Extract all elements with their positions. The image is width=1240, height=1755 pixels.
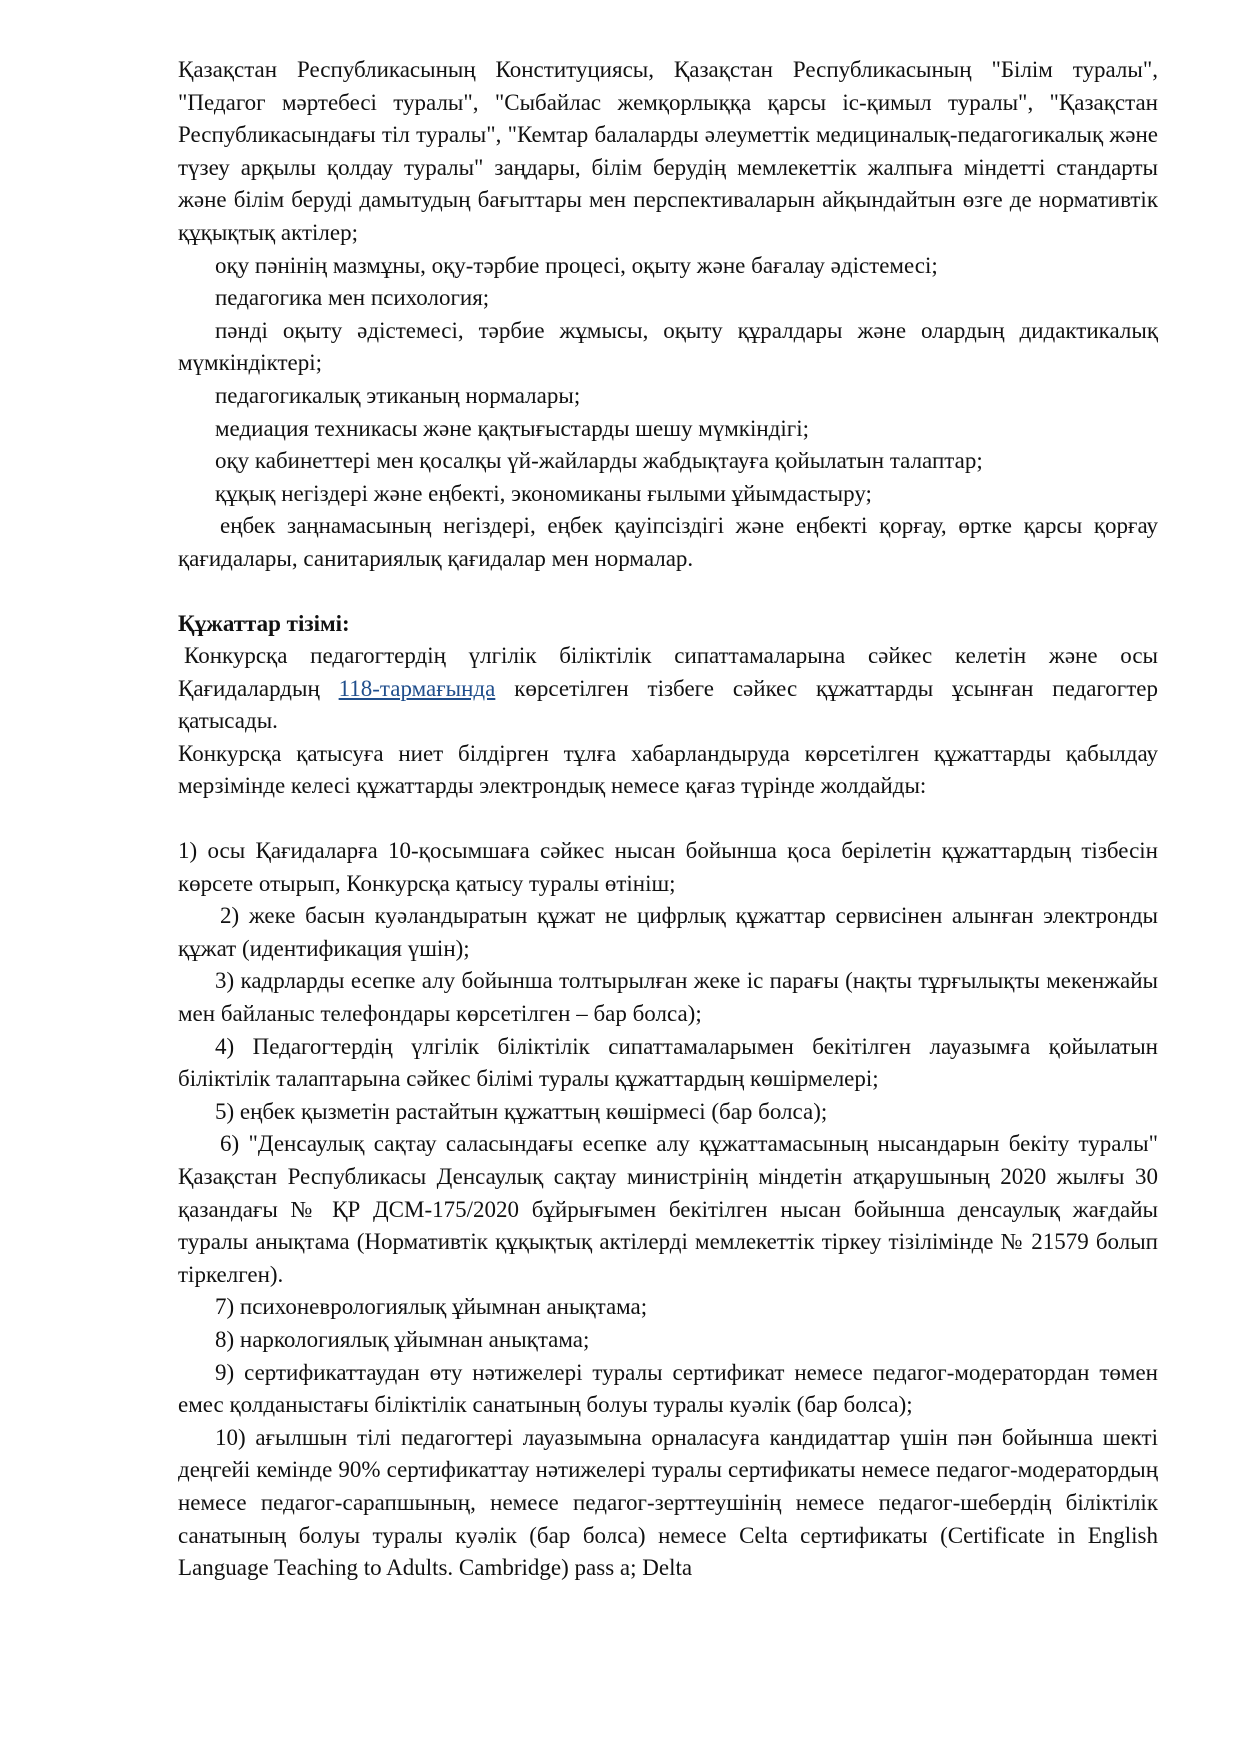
documents-intro <box>178 640 1158 738</box>
document-item-5: 5) еңбек қызметін растайтын құжаттың көшірмесі (бар болса); <box>215 1098 828 1124</box>
document-item-4: 4) Педагогтердің үлгілік біліктілік сипаттамаларымен бекітілген лауазымға қойылатын біліктілік талаптарына сәйкес білімі туралы құжаттардың көшірмелері; <box>178 1033 1158 1092</box>
paragraph-pedagogy: педагогика мен психология; <box>215 285 490 311</box>
clause-118-link[interactable]: 118-тармағында <box>338 675 496 701</box>
paragraph-law-basics: құқық негіздері және еңбекті, экономиканы ғылыми ұйымдастыру; <box>215 480 872 506</box>
paragraph-subject-content: оқу пәнінің мазмұны, оқу-тәрбие процесі, оқыту және бағалау әдістемесі; <box>215 252 938 278</box>
document-item-8: 8) наркологиялық ұйымнан анықтама; <box>215 1326 590 1352</box>
document-item-3: 3) кадрларды есепке алу бойынша толтырылған жеке іс парағы (нақты тұрғылықты мекенжайы мен байланыс телефондары көрсетілген – бар болса); <box>178 968 1158 1027</box>
paragraph-legislation: Қазақстан Республикасының Конституциясы, Қазақстан Республикасының "Білім туралы", "Педагог мәртебесі туралы", "Сыбайлас жемқорлыққа қарсы іс-қимыл туралы", "Қазақстан Республикасындағы тіл туралы", "Кемтар балаларды әлеуметтік медициналық-педагогикалық және түзеу арқылы қолдау туралы" заңдары, білім берудің мемлекеттік жалпыға міндетті стандарты және білім беруді дамытудың бағыттары мен перспективаларын айқындайтын өзге де нормативтік құқықтық актілер; <box>178 57 1158 245</box>
paragraph-mediation: медиация техникасы және қақтығыстарды шешу мүмкіндігі; <box>215 415 809 441</box>
paragraph-labor-law: еңбек заңнамасының негіздері, еңбек қауіпсіздігі және еңбекті қорғау, өртке қарсы қорғау қағидалары, санитариялық қағидалар мен нормалар. <box>178 513 1158 571</box>
document-item-2: 2) жеке басын куәландыратын құжат не цифрлық құжаттар сервисінен алынған электронды құжат (идентификация үшін); <box>178 903 1158 961</box>
spacer <box>178 576 1158 608</box>
documents-intro-2: Конкурсқа қатысуға ниет білдірген тұлға хабарландыруда көрсетілген құжаттарды қабылдау мерзімінде келесі құжаттарды электрондық немесе қағаз түрінде жолдайды: <box>178 740 1158 799</box>
intro-text-before-link: Конкурсқа педагогтердің үлгілік біліктілік сипаттамаларына сәйкес келетін және осы Қағидалардың <box>178 643 1158 701</box>
intro-text-after-link: көрсетілген тізбеге сәйкес құжаттарды ұсынған педагогтер қатысады. <box>178 675 1158 734</box>
document-item-9: 9) сертификаттаудан өту нәтижелері туралы сертификат немесе педагог-модератордан төмен емес қолданыстағы біліктілік санатының болуы туралы куәлік (бар болса); <box>178 1359 1158 1418</box>
document-page <box>178 54 1158 1585</box>
paragraph-classrooms: оқу кабинеттері мен қосалқы үй-жайларды жабдықтауға қойылатын талаптар; <box>215 448 983 474</box>
document-item-1: 1) осы Қағидаларға 10-қосымшаға сәйкес нысан бойынша қоса берілетін құжаттардың тізбесін көрсете отырып, Конкурсқа қатысу туралы өтініш; <box>178 838 1158 896</box>
document-item-7: 7) психоневрологиялық ұйымнан анықтама; <box>215 1294 648 1320</box>
document-item-10: 10) ағылшын тілі педагогтері лауазымына орналасуға кандидаттар үшін пән бойынша шекті деңгейі кемінде 90% сертификаттау нәтижелері туралы сертификаты немесе педагог-модератордың немесе педагог-сарапшының, немесе педагог-зерттеушінің немесе педагог-шебердің біліктілік санатының болуы туралы куәлік (бар болса) немесе Celta сертификаты (Certificate in English Language Teaching to Adults. Cambridge) pass a; Delta <box>178 1424 1158 1581</box>
paragraph-methods: пәнді оқыту әдістемесі, тәрбие жұмысы, оқыту құралдары және олардың дидактикалық мүмкіндіктері; <box>178 317 1158 376</box>
document-item-6: 6) "Денсаулық сақтау саласындағы есепке алу құжаттамасының нысандарын бекіту туралы" Қазақстан Республикасы Денсаулық сақтау министрінің міндетін атқарушының 2020 жылғы 30 қазандағы № ҚР ДСМ-175/2020 бұйрығымен бекітілген нысан бойынша денсаулық жағдайы туралы анықтама (Нормативтік құқықтық актілерді мемлекеттік тіркеу тізілімінде № 21579 болып тіркелген). <box>178 1131 1158 1287</box>
documents-heading: Құжаттар тізімі: <box>178 610 350 636</box>
paragraph-ethics: педагогикалық этиканың нормалары; <box>215 382 581 408</box>
spacer <box>178 803 1158 835</box>
